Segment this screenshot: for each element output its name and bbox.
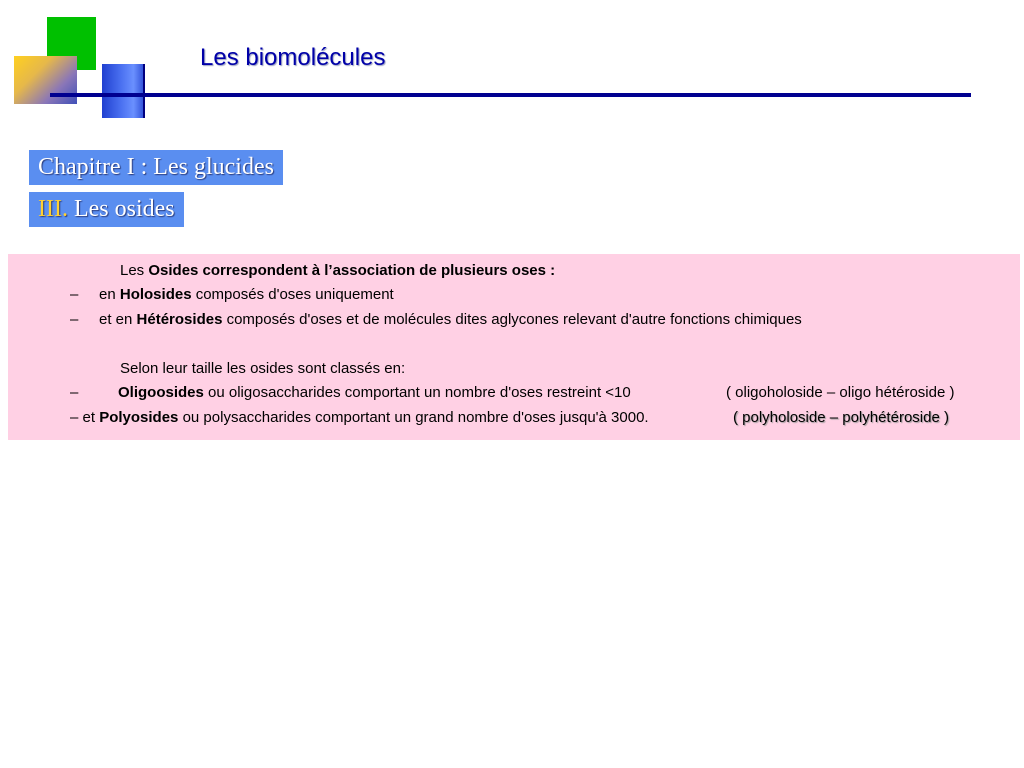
intro-prefix: Les [120, 262, 145, 279]
poly-bold: Polyosides [99, 409, 179, 426]
intro-bold: Osides correspondent à l’association de plusieurs oses : [148, 262, 556, 279]
section-banner [29, 192, 184, 227]
chapter-title: Chapitre I : Les glucides [38, 154, 274, 180]
dash-mark: – [70, 311, 79, 328]
oligo-text: ou oligosaccharides comportant un nombre d'oses restreint <10 [208, 384, 631, 401]
classification-line: Selon leur taille les osides sont classés en: [120, 360, 406, 377]
section-number: III. [38, 196, 68, 222]
decor-blue-square [102, 64, 144, 118]
oligo-paren: ( oligoholoside – oligo hétéroside ) [726, 384, 955, 401]
poly-prefix: – et [70, 409, 96, 426]
holosides-dash [70, 286, 78, 303]
dash-mark: – [70, 384, 79, 401]
heterosides-text: composés d'oses et de molécules dites aglycones relevant d'autre fonctions chimiques [226, 311, 802, 328]
chapter-banner [29, 150, 283, 185]
heterosides-line [99, 311, 802, 328]
decor-vertical-rule [143, 64, 145, 118]
intro-line [120, 262, 555, 279]
oligo-line [118, 384, 631, 401]
holosides-bold: Holosides [119, 286, 192, 303]
section-title: Les osides [73, 196, 175, 222]
holosides-prefix: en [99, 286, 116, 303]
heterosides-dash [70, 311, 78, 328]
heterosides-prefix: et en [99, 311, 133, 328]
header-rule [50, 93, 971, 97]
dash-mark: – [70, 286, 79, 303]
poly-line [70, 409, 649, 426]
oligo-bold: Oligoosides [118, 384, 204, 401]
holosides-line [99, 286, 394, 303]
oligo-dash [70, 384, 78, 401]
poly-text: ou polysaccharides comportant un grand nombre d'oses jusqu'à 3000. [182, 409, 649, 426]
poly-paren: ( polyholoside – polyhétéroside ) [733, 409, 949, 426]
heterosides-bold: Hétérosides [136, 311, 223, 328]
slide-title: Les biomolécules [200, 44, 386, 71]
holosides-text: composés d'oses uniquement [195, 286, 394, 303]
